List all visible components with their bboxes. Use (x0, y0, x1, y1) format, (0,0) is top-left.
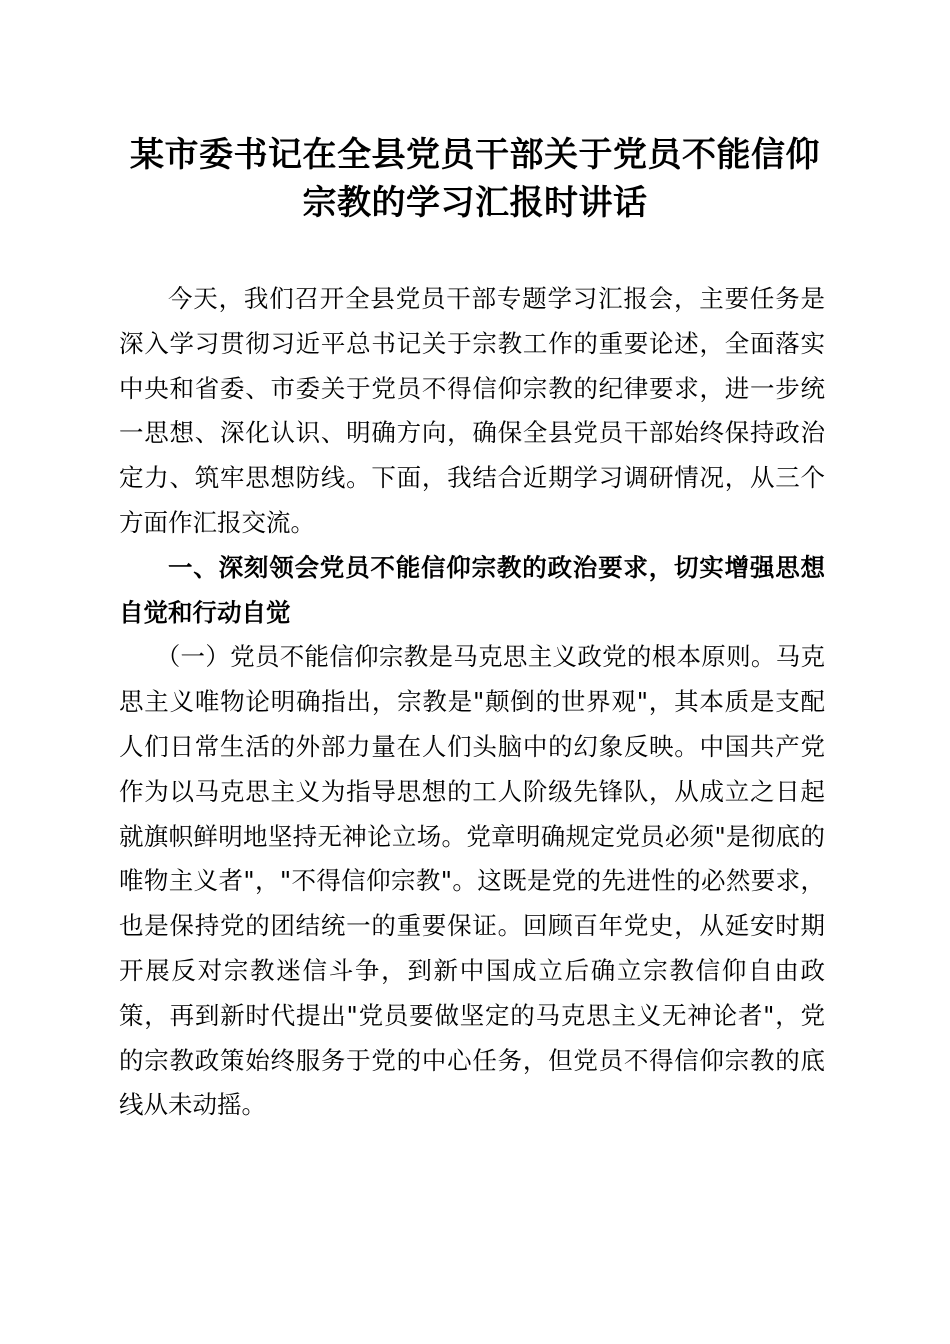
subsection-paragraph: （一）党员不能信仰宗教是马克思主义政党的根本原则。马克思主义唯物论明确指出，宗教是"颠倒的世界观"，其本质是支配人们日常生活的外部力量在人们头脑中的幻象反映。中国共产党作为以马克思主义为指导思想的工人阶级先锋队，从成立之日起就旗帜鲜明地坚持无神论立场。党章明确规定党员必须"是彻底的唯物主义者"，"不得信仰宗教"。这既是党的先进性的必然要求，也是保持党的团结统一的重要保证。回顾百年党史，从延安时期开展反对宗教迷信斗争，到新中国成立后确立宗教信仰自由政策，再到新时代提出"党员要做坚定的马克思主义无神论者"，党的宗教政策始终服务于党的中心任务，但党员不得信仰宗教的底线从未动摇。 (119, 642, 825, 1120)
title-line-2: 宗教的学习汇报时讲话 (302, 183, 648, 223)
document-body (119, 277, 825, 1128)
title-line-1: 某市委书记在全县党员干部关于党员不能信仰 (130, 135, 820, 175)
intro-paragraph: 今天，我们召开全县党员干部专题学习汇报会，主要任务是深入学习贯彻习近平总书记关于宗教工作的重要论述，全面落实中央和省委、市委关于党员不得信仰宗教的纪律要求，进一步统一思想、深化认识、明确方向，确保全县党员干部始终保持政治定力、筑牢思想防线。下面，我结合近期学习调研情况，从三个方面作汇报交流。 (119, 284, 825, 537)
section-heading: 一、深刻领会党员不能信仰宗教的政治要求，切实增强思想自觉和行动自觉 (119, 552, 825, 627)
document-title (110, 131, 840, 227)
